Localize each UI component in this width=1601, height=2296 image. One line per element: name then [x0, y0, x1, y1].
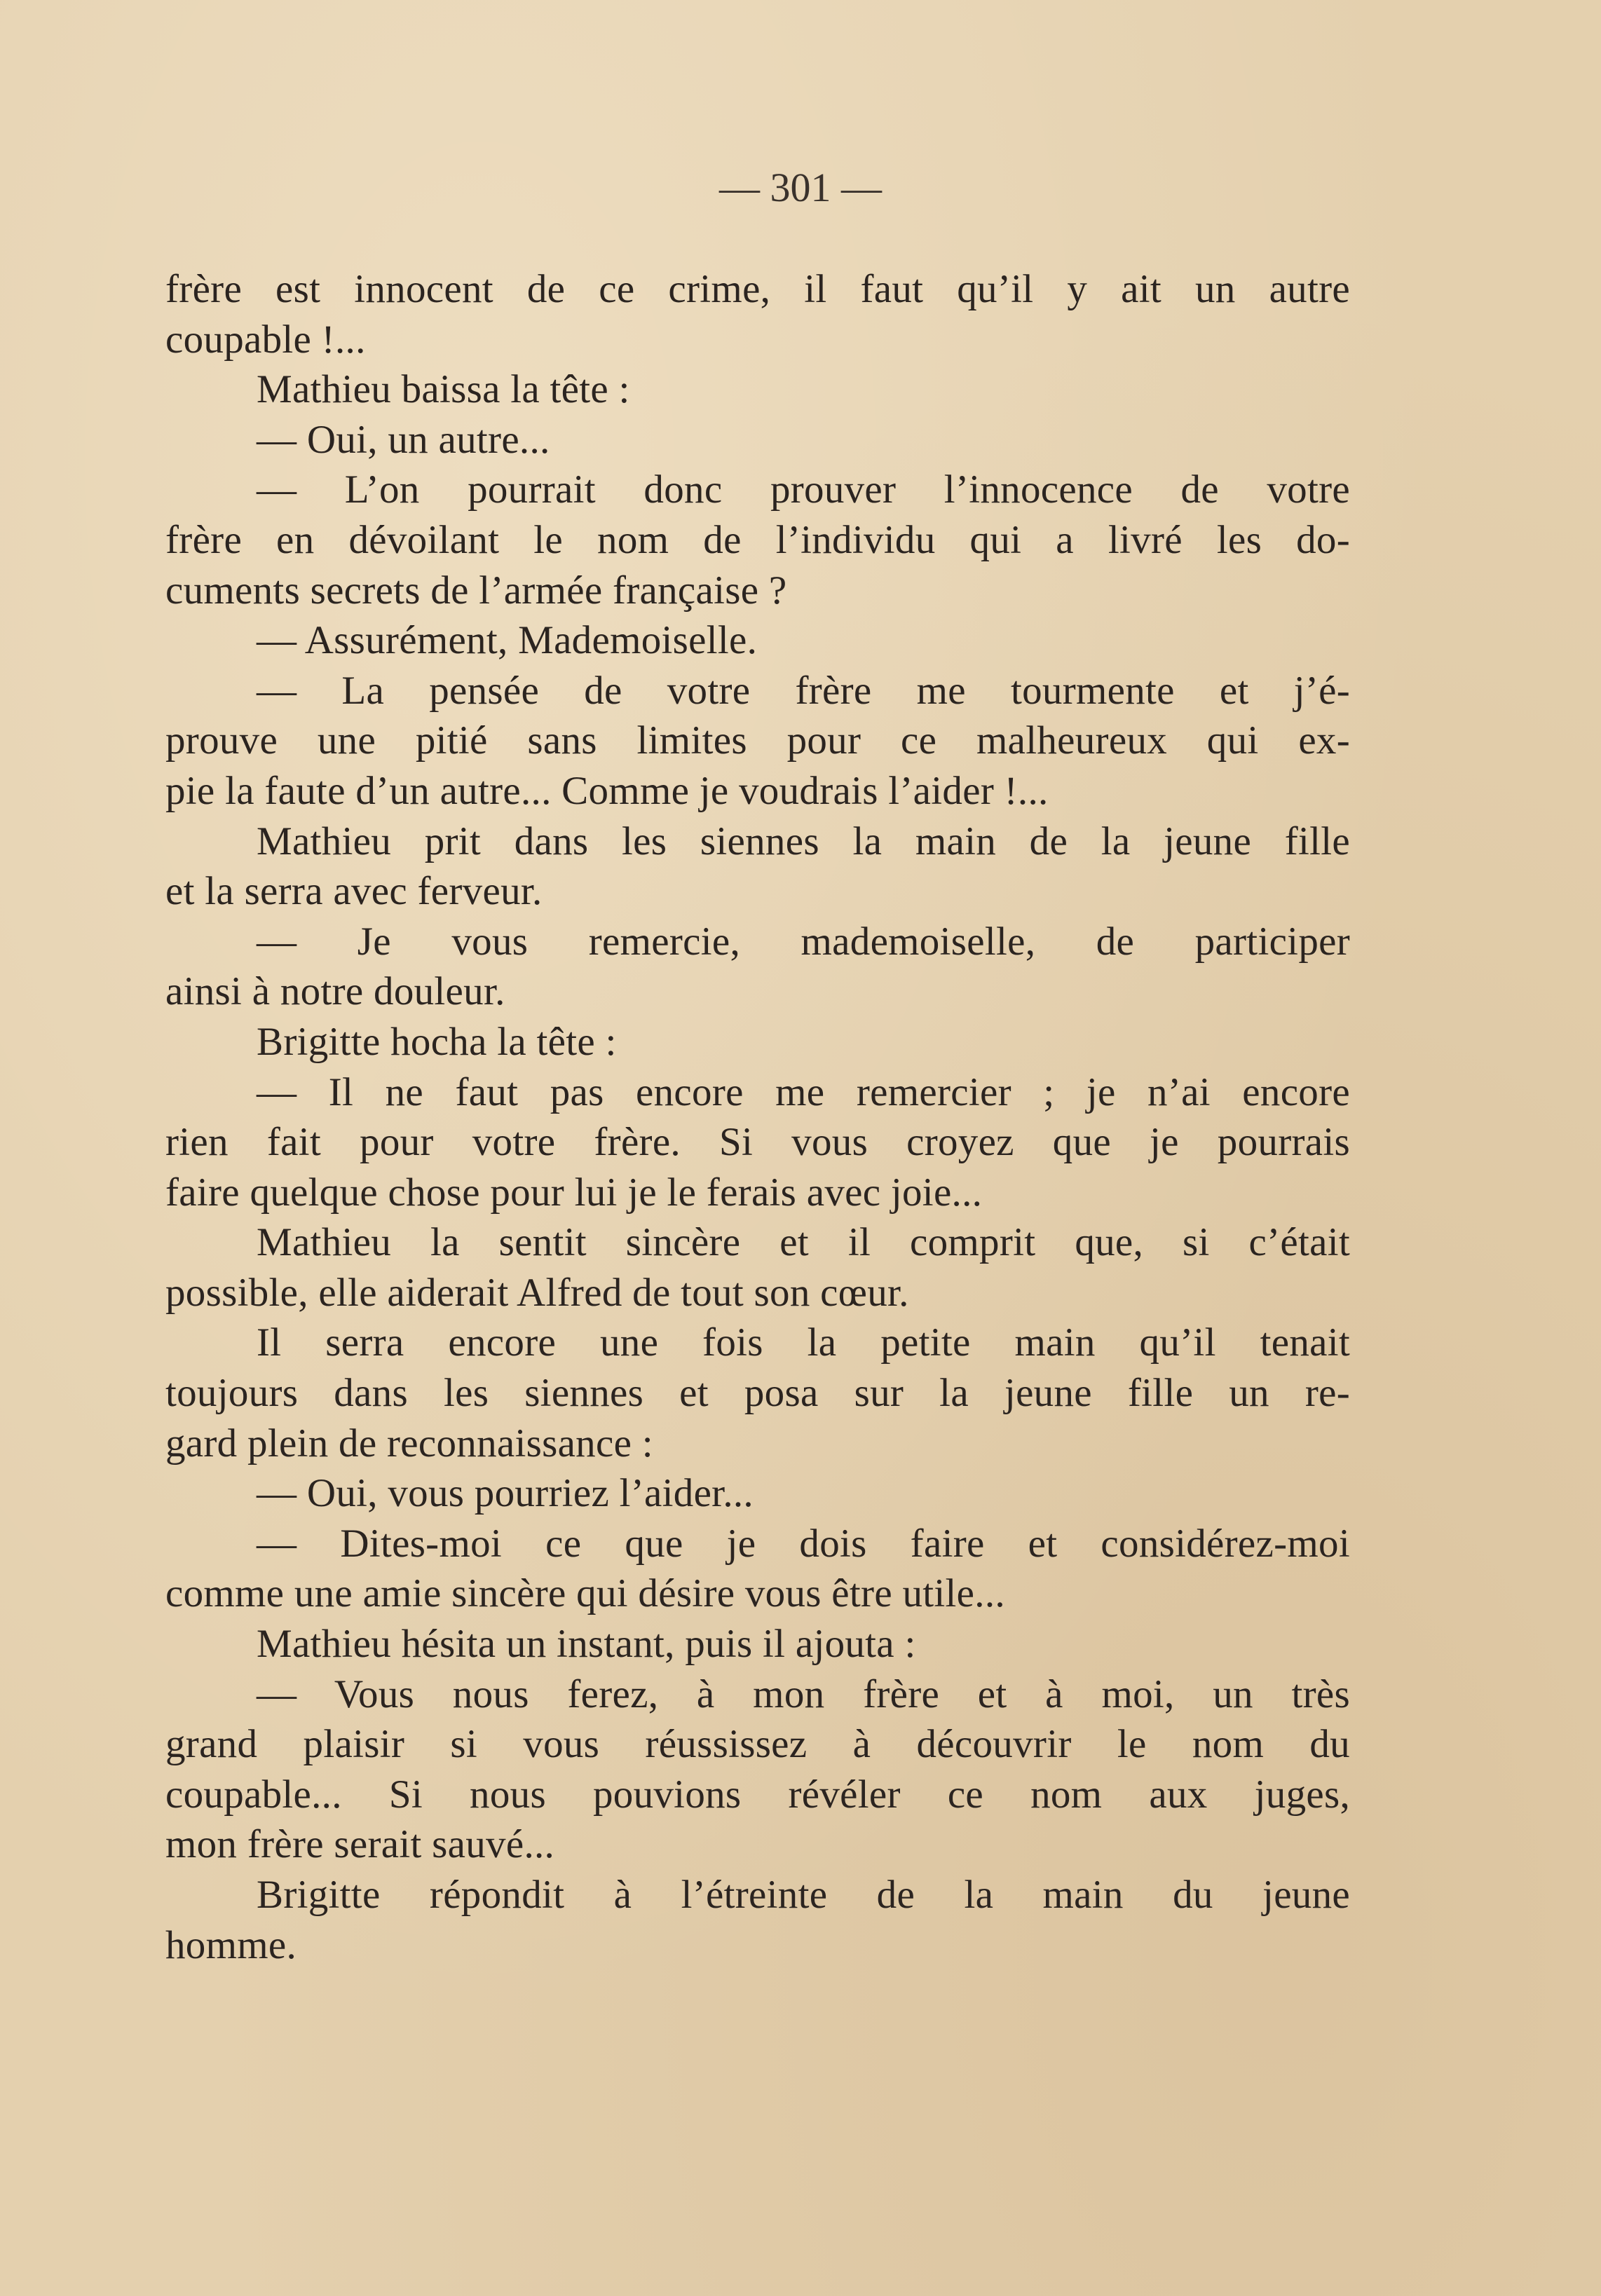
- text-line: — Oui, vous pourriez l’aider...: [257, 1471, 754, 1516]
- text-line: faire quelque chose pour lui je le ferais avec joie...: [165, 1170, 983, 1215]
- text-line: et la serra avec ferveur.: [165, 869, 543, 914]
- text-line: cuments secrets de l’armée française ?: [165, 568, 787, 613]
- text-line: homme.: [165, 1922, 297, 1967]
- text-line: — L’on pourrait donc prouver l’innocence de votre: [257, 467, 1350, 512]
- text-line: Mathieu hésita un instant, puis il ajouta :: [257, 1622, 916, 1667]
- text-line: ainsi à notre douleur.: [165, 969, 505, 1014]
- page-number: — 301 —: [719, 165, 882, 210]
- text-line: mon frère serait sauvé...: [165, 1822, 555, 1867]
- text-line: prouve une pitié sans limites pour ce malheureux qui ex-: [165, 718, 1350, 763]
- text-line: coupable... Si nous pouvions révéler ce nom aux juges,: [165, 1772, 1350, 1817]
- text-line: Mathieu la sentit sincère et il comprit que, si c’était: [257, 1220, 1350, 1265]
- text-line: possible, elle aiderait Alfred de tout son cœur.: [165, 1270, 909, 1315]
- text-line: coupable !...: [165, 317, 366, 362]
- text-line: Brigitte répondit à l’étreinte de la main du jeune: [257, 1873, 1350, 1917]
- text-line: — Il ne faut pas encore me remercier ; je n’ai encore: [257, 1070, 1350, 1114]
- text-line: — La pensée de votre frère me tourmente et j’é-: [257, 668, 1350, 713]
- body-text: [165, 264, 1350, 1970]
- text-line: Brigitte hocha la tête :: [257, 1019, 617, 1064]
- text-line: Il serra encore une fois la petite main qu’il tenait: [257, 1320, 1350, 1365]
- text-line: frère est innocent de ce crime, il faut qu’il y ait un autre: [165, 267, 1350, 311]
- text-line: grand plaisir si vous réussissez à découvrir le nom du: [165, 1722, 1350, 1767]
- text-line: pie la faute d’un autre... Comme je voudrais l’aider !...: [165, 768, 1049, 813]
- text-line: toujours dans les siennes et posa sur la jeune fille un re-: [165, 1371, 1350, 1416]
- text-line: — Je vous remercie, mademoiselle, de participer: [257, 919, 1350, 964]
- text-line: frère en dévoilant le nom de l’individu qui a livré les do-: [165, 517, 1350, 562]
- text-line: — Dites-moi ce que je dois faire et considérez-moi: [257, 1521, 1350, 1566]
- text-line: comme une amie sincère qui désire vous être utile...: [165, 1571, 1005, 1616]
- text-line: — Vous nous ferez, à mon frère et à moi, un très: [257, 1672, 1350, 1716]
- text-line: Mathieu prit dans les siennes la main de la jeune fille: [257, 819, 1350, 863]
- text-line: gard plein de reconnaissance :: [165, 1421, 653, 1465]
- text-line: — Oui, un autre...: [257, 417, 550, 462]
- text-line: Mathieu baissa la tête :: [257, 367, 630, 412]
- text-line: rien fait pour votre frère. Si vous croyez que je pourrais: [165, 1120, 1350, 1165]
- text-line: — Assurément, Mademoiselle.: [257, 618, 758, 663]
